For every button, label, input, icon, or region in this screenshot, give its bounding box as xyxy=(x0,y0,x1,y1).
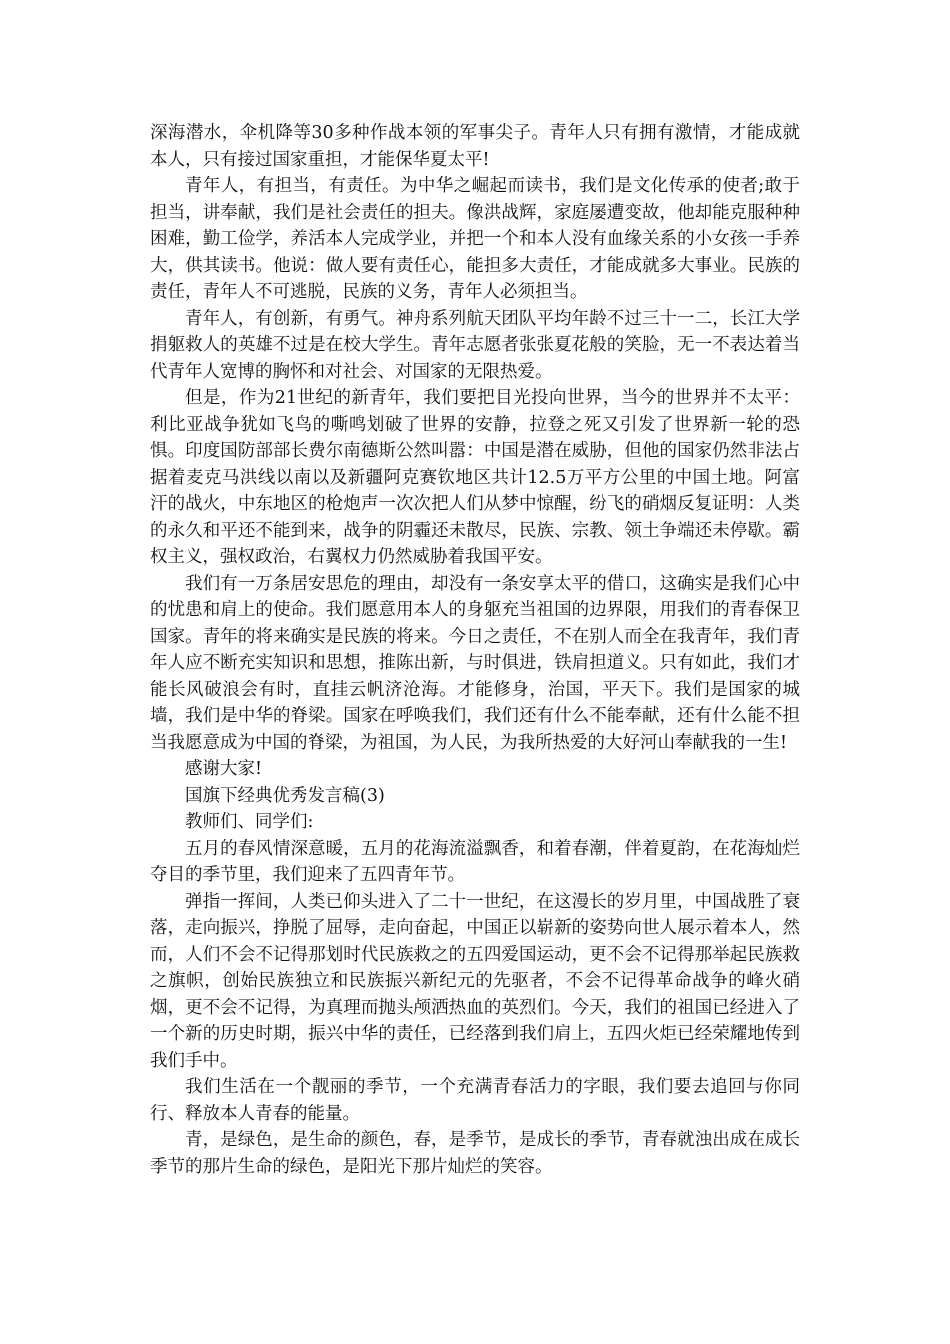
paragraph-9: 五月的春风情深意暖，五月的花海流溢飘香，和着春潮，伴着夏韵，在花海灿烂夺目的季节里，我们迎来了五四青年节。 xyxy=(150,838,800,885)
salutation: 教师们、同学们: xyxy=(185,812,314,832)
document-page xyxy=(150,120,800,1180)
paragraph-5: 我们有一万条居安思危的理由，却没有一条安享太平的借口，这确实是我们心中的忧患和肩上的使命。我们愿意用本人的身躯充当祖国的边界限，用我们的青春保卫国家。青年的将来确实是民族的将来。今日之责任，不在别人而全在我青年，我们青年人应不断充实知识和思想，推陈出新，与时俱进，铁肩担道义。只有如此，我们才能长风破浪会有时，直挂云帆济沧海。才能修身，治国，平天下。我们是国家的城墙，我们是中华的脊梁。国家在呼唤我们，我们还有什么不能奉献，还有什么能不担当我愿意成为中国的脊梁，为祖国，为人民，为我所热爱的大好河山奉献我的一生! xyxy=(150,573,800,753)
paragraph-4: 但是，作为21世纪的新青年，我们要把目光投向世界，当今的世界并不太平：利比亚战争犹如飞鸟的嘶鸣划破了世界的安静，拉登之死又引发了世界新一轮的恐惧。印度国防部部长费尔南德斯公然叫嚣：中国是潜在威胁，但他的国家仍然非法占据着麦克马洪线以南以及新疆阿克赛钦地区共计12.5万平方公里的中国土地。阿富汗的战火，中东地区的枪炮声一次次把人们从梦中惊醒，纷飞的硝烟反复证明：人类的永久和平还不能到来，战争的阴霾还未散尽，民族、宗教、领土争端还未停歇。霸权主义，强权政治，右翼权力仍然威胁着我国平安。 xyxy=(150,388,800,567)
section-heading: 国旗下经典优秀发言稿(3) xyxy=(185,785,385,806)
paragraph-thanks: 感谢大家! xyxy=(185,759,263,779)
paragraph-11: 我们生活在一个靓丽的季节，一个充满青春活力的字眼，我们要去追回与你同行、释放本人青春的能量。 xyxy=(150,1077,800,1124)
paragraph-12: 青，是绿色，是生命的颜色，春，是季节，是成长的季节，青春就浊出成在成长季节的那片生命的绿色，是阳光下那片灿烂的笑容。 xyxy=(150,1130,800,1177)
paragraph-1: 深海潜水，伞机降等30多种作战本领的军事尖子。青年人只有拥有激情，才能成就本人，只有接过国家重担，才能保华夏太平! xyxy=(150,123,800,170)
paragraph-10: 弹指一挥间，人类已仰头进入了二十一世纪，在这漫长的岁月里，中国战胜了衰落，走向振兴，挣脱了屈辱，走向奋起，中国正以崭新的姿势向世人展示着本人，然而，人们不会不记得那划时代民族救之的五四爱国运动，更不会不记得那举起民族救之旗帜，创始民族独立和民族振兴新纪元的先驱者，不会不记得革命战争的峰火硝烟，更不会不记得，为真理而抛头颅洒热血的英烈们。今天，我们的祖国已经进入了一个新的历史时期，振兴中华的责任，已经落到我们肩上，五四火炬已经荣耀地传到我们手中。 xyxy=(150,891,800,1071)
paragraph-2: 青年人，有担当，有责任。为中华之崛起而读书，我们是文化传承的使者;敢于担当，讲奉献，我们是社会责任的担夫。像洪战辉，家庭屡遭变故，他却能克服种种困难，勤工俭学，养活本人完成学业，并把一个和本人没有血缘关系的小女孩一手养大，供其读书。他说：做人要有责任心，能担多大责任，才能成就多大事业。民族的责任，青年人不可逃脱，民族的义务，青年人必须担当。 xyxy=(150,176,800,302)
paragraph-3: 青年人，有创新，有勇气。神舟系列航天团队平均年龄不过三十一二，长江大学捐躯救人的英雄不过是在校大学生。青年志愿者张张夏花般的笑脸，无一不表达着当代青年人宽博的胸怀和对社会、对国家的无限热爱。 xyxy=(150,308,800,382)
